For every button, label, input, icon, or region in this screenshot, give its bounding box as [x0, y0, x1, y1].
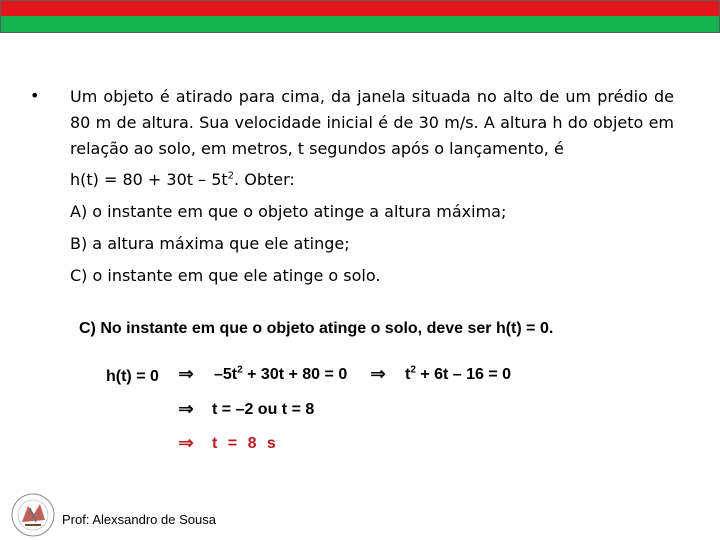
school-seal-logo [8, 492, 58, 538]
item-c: C) o instante em que ele atinge o solo. [70, 266, 381, 285]
problem-statement: Um objeto é atirado para cima, da janela situada no alto de um prédio de 80 m de altura. Sua velocidade inicial é de 30 m/s. A altura h do objeto em relação ao solo, em metros, t segundos após o lançamento, é [70, 87, 674, 158]
implies-arrow-4: ⇒ [178, 432, 194, 454]
formula-line [70, 170, 295, 190]
eq1-middle-exponent: 2 [237, 364, 243, 376]
eq1-middle-b: + 30t + 80 = 0 [242, 366, 348, 383]
formula-suffix: . Obter: [234, 170, 295, 189]
eq1-right-exponent: 2 [410, 364, 416, 376]
formula-exponent: 2 [227, 170, 235, 182]
eq1-middle [214, 366, 347, 384]
implies-arrow-3: ⇒ [178, 398, 194, 420]
footer-author: Prof: Alexsandro de Sousa [62, 512, 216, 527]
formula-prefix: h(t) = 80 + 30t – 5t [70, 170, 228, 189]
eq1-middle-a: –5t [214, 366, 238, 383]
item-b: B) a altura máxima que ele atinge; [70, 234, 350, 253]
eq1-right [405, 366, 511, 384]
eq1-right-a: t [405, 366, 411, 383]
implies-arrow-1: ⇒ [178, 363, 194, 385]
header-bar-frame [0, 0, 720, 33]
solution-heading: C) No instante em que o objeto atinge o solo, deve ser h(t) = 0. [79, 320, 554, 337]
eq2: t = –2 ou t = 8 [212, 401, 315, 418]
implies-arrow-2: ⇒ [370, 363, 386, 385]
eq1-left: h(t) = 0 [106, 368, 159, 385]
bullet: • [30, 86, 40, 105]
eq1-right-b: + 6t – 16 = 0 [415, 366, 512, 383]
item-a: A) o instante em que o objeto atinge a altura máxima; [70, 202, 507, 221]
eq3-result: t = 8 s [212, 435, 279, 452]
